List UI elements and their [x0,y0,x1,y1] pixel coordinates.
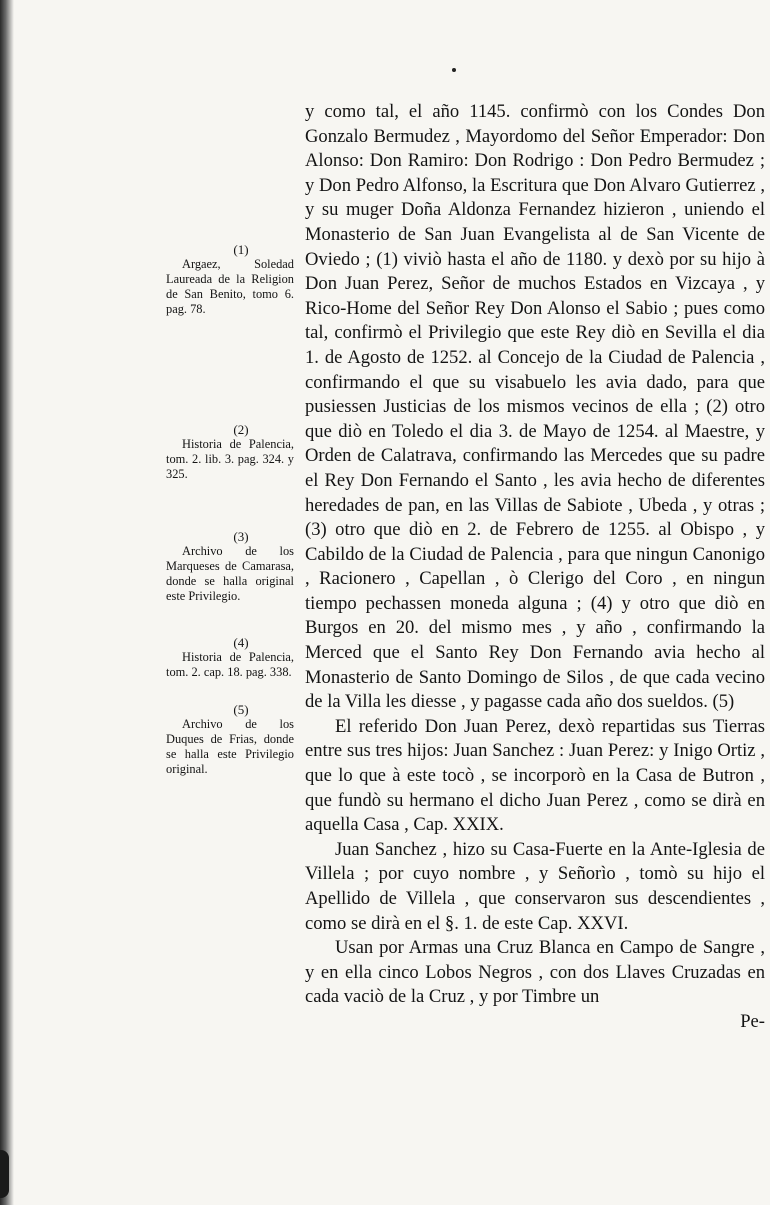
main-text-column [305,100,765,1035]
gutter-shadow [0,0,14,1205]
note-text: Argaez, Soledad Laureada de la Religion de San Benito, tomo 6. pag. 78. [166,257,294,316]
note-number: (3) [233,529,249,544]
marginal-note-3 [166,530,294,604]
note-number: (5) [233,702,249,717]
note-number: (1) [233,242,249,257]
note-number: (4) [233,635,249,650]
note-text: Archivo de los Duques de Frias, donde se halla este Privilegio original. [166,717,294,776]
marginal-note-1 [166,243,294,317]
note-text: Historia de Palencia, tom. 2. cap. 18. pag. 338. [166,650,294,679]
note-number: (2) [233,422,249,437]
note-text: Historia de Palencia, tom. 2. lib. 3. pag. 324. y 325. [166,437,294,481]
note-text: Archivo de los Marqueses de Camarasa, donde se halla original este Privilegio. [166,544,294,603]
marginal-note-4 [166,636,294,680]
paragraph: El referido Don Juan Perez, dexò repartidas sus Tierras entre sus tres hijos: Juan Sanchez : Juan Perez: y Inigo Ortiz , que lo que à este tocò , se incorporò en la Casa de Butron , que fundò su hermano el dicho Juan Perez , como se dirà en aquella Casa , Cap. XXIX. [305,715,765,836]
paragraph: Usan por Armas una Cruz Blanca en Campo de Sangre , y en ella cinco Lobos Negros , con dos Llaves Cruzadas en cada vaciò de la Cruz , y por Timbre un [305,937,765,1008]
marginal-note-2 [166,423,294,482]
page-edge-mark [0,1150,9,1198]
paragraph: Juan Sanchez , hizo su Casa-Fuerte en la Ante-Iglesia de Villela ; por cuyo nombre , y Señorìo , tomò su hijo el Apellido de Villela , que conservaron sus descendientes , como se dirà en el §. 1. de este Cap. XXVI. [305,838,765,934]
ink-dot [452,68,456,72]
marginal-note-5 [166,703,294,777]
catchword: Pe- [740,1010,765,1032]
paragraph: y como tal, el año 1145. confirmò con los Condes Don Gonzalo Bermudez , Mayordomo del Señor Emperador: Don Alonso: Don Ramiro: Don Rodrigo : Don Pedro Bermudez ; y Don Pedro Alfonso, la Escritura que Don Alvaro Gutierrez , y su muger Doña Aldonza Fernandez hizieron , uniendo el Monasterio de San Juan Evangelista al de San Vicente de Oviedo ; (1) viviò hasta el año de 1180. y dexò por su hijo à Don Juan Perez, Señor de muchos Estados en Vizcaya , y Rico-Home del Señor Rey Don Alonso el Sabio ; pues como tal, confirmò el Privilegio que este Rey diò en Sevilla el dia 1. de Agosto de 1252. al Concejo de la Ciudad de Palencia , confirmando el que su visabuelo les avia dado, para que pusiessen Justicias de los mismos vecinos de ella ; (2) otro que diò en Toledo el dia 3. de Mayo de 1254. al Maestre, y Orden de Calatrava, confirmando las Mercedes que su padre el Rey Don Fernando el Santo , les avia hecho de diferentes heredades de pan, en las Villas de Sabiote , Ubeda , y otras ; (3) otro que diò en 2. de Febrero de 1255. al Obispo , y Cabildo de la Ciudad de Palencia , para que ningun Canonigo , Racionero , Capellan , ò Clerigo del Coro , en ningun tiempo pechassen moneda alguna ; (4) y otro que diò en Burgos en 20. del mismo mes , y año , confirmando la Merced que el Santo Rey Don Fernando avia hecho al Monasterio de Santo Domingo de Silos , de que cada vecino de la Villa les diesse , y pagasse cada año dos sueldos. (5) [305,101,765,713]
